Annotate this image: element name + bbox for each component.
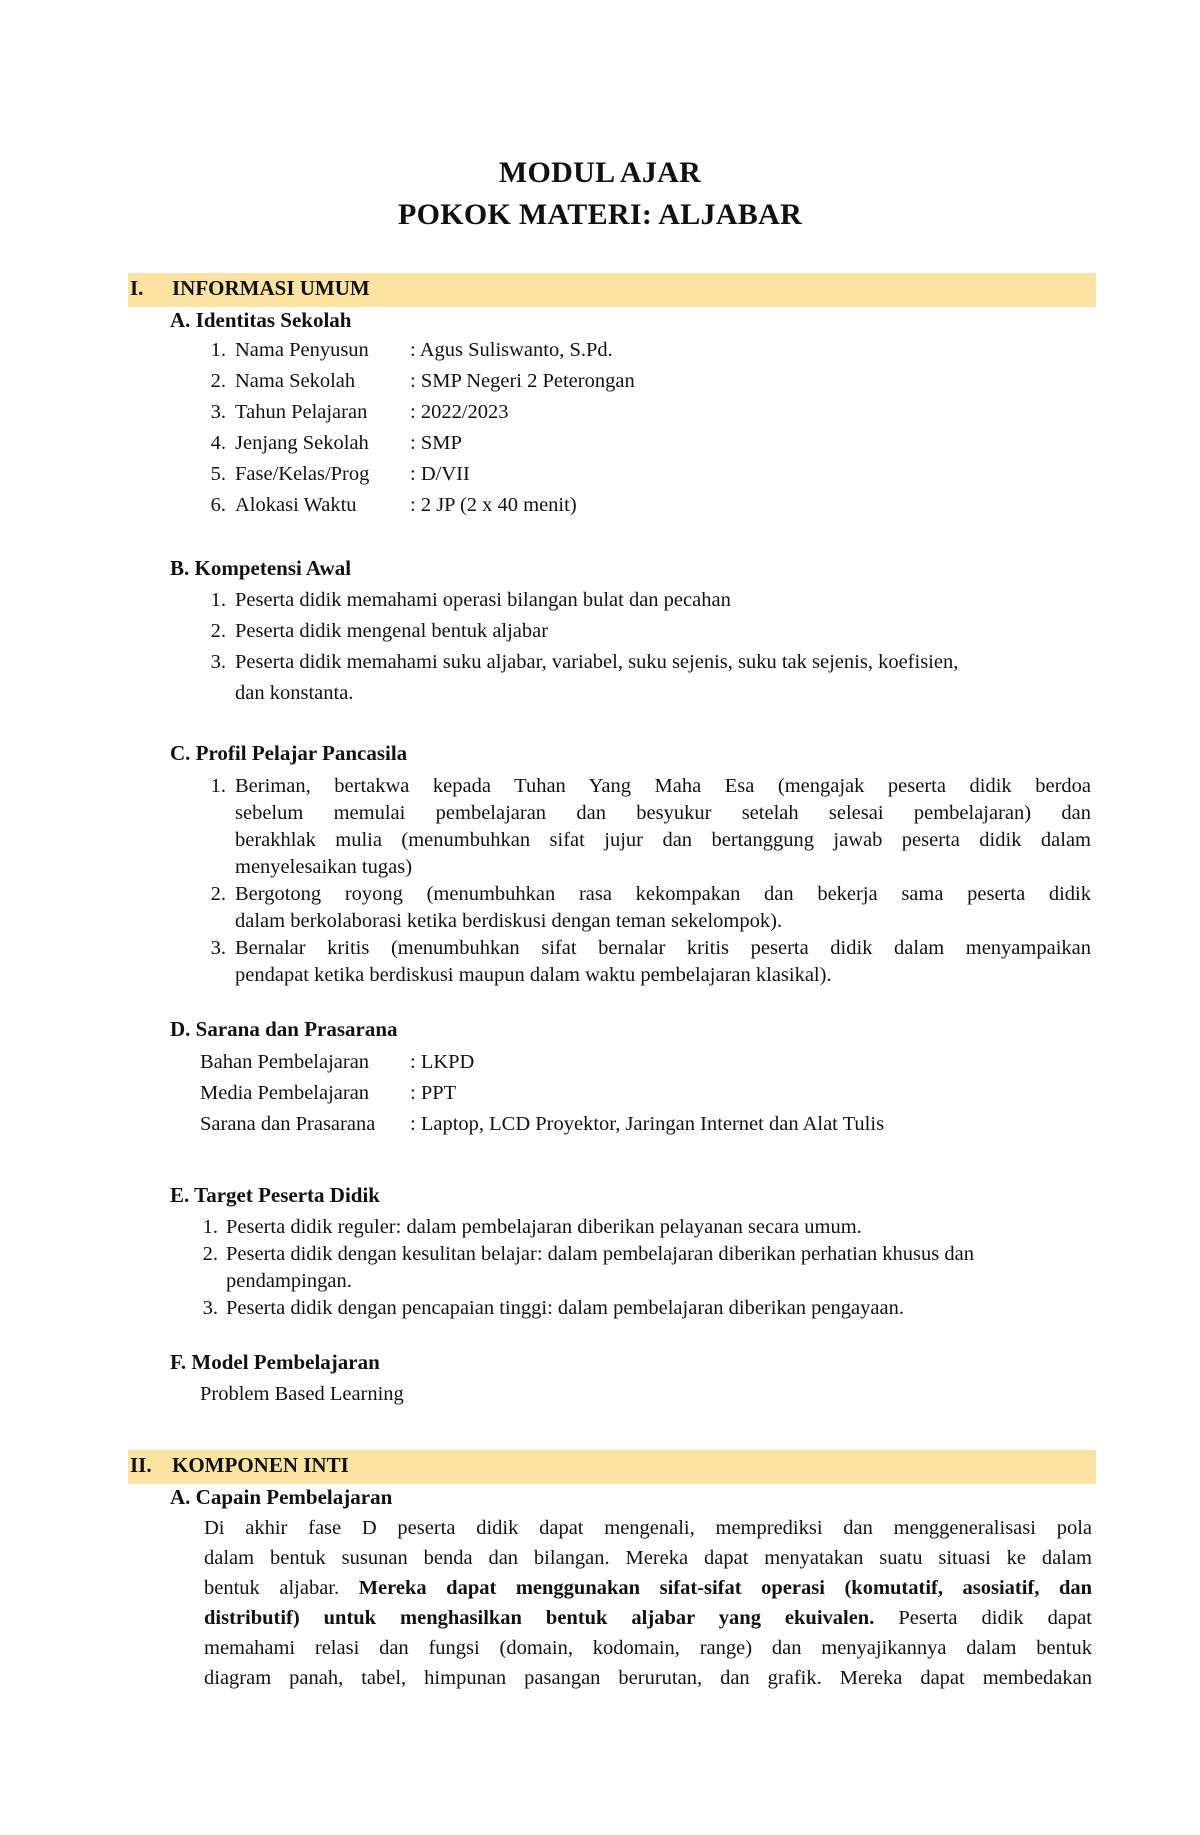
row-number: 6.: [210, 494, 226, 516]
row-label: Tahun Pelajaran: [235, 401, 368, 423]
paragraph-line: [204, 1604, 1092, 1634]
section-number: I.: [130, 276, 144, 300]
section-title: KOMPONEN INTI: [172, 1453, 349, 1477]
item-text-cont: pendampingan.: [226, 1270, 352, 1292]
row-number: 5.: [210, 463, 226, 485]
row-label: Nama Sekolah: [235, 370, 356, 392]
subsection-target-peserta: E. Target Peserta Didik: [170, 1183, 380, 1207]
subsection-identitas-sekolah: A. Identitas Sekolah: [170, 308, 352, 332]
paragraph-line: memahami relasi dan fungsi (domain, kodomain, range) dan menyajikannya dalam bentuk: [204, 1637, 1092, 1659]
list-item: [0, 649, 1200, 707]
list-item: [0, 1241, 1200, 1295]
row-value: : 2022/2023: [410, 401, 509, 423]
item-text: Peserta didik dengan pencapaian tinggi: dalam pembelajaran diberikan pengayaan.: [226, 1297, 904, 1319]
row-number: 1.: [210, 339, 226, 361]
row-value: : LKPD: [410, 1051, 475, 1073]
list-item: [0, 618, 1200, 645]
item-text-cont: menyelesaikan tugas): [235, 856, 413, 878]
doc-title: MODUL AJAR: [498, 156, 702, 189]
item-number: 1.: [202, 1216, 218, 1238]
section-number: II.: [130, 1453, 152, 1477]
text-segment-bold: Mereka dapat menggunakan sifat-sifat operasi (komutatif, asosiatif, dan: [358, 1577, 1093, 1599]
subsection-kompetensi-awal: B. Kompetensi Awal: [170, 556, 352, 580]
item-number: 1.: [210, 775, 226, 797]
paragraph-line: diagram panah, tabel, himpunan pasangan berurutan, dan grafik. Mereka dapat membedakan: [204, 1667, 1092, 1689]
row-number: 2.: [210, 370, 226, 392]
facility-row: [0, 1049, 1200, 1076]
facility-row: [0, 1111, 1200, 1138]
text-segment: Peserta didik dapat: [898, 1607, 1093, 1629]
item-text-cont: berakhlak mulia (menumbuhkan sifat jujur dan bertanggung jawab peserta didik dalam: [235, 829, 1091, 851]
item-text-cont: dan konstanta.: [235, 682, 354, 704]
item-number: 3.: [210, 937, 226, 959]
row-value: : D/VII: [410, 463, 470, 485]
identity-row: [0, 399, 1200, 426]
section-header-komponen-inti: [128, 1450, 1096, 1484]
row-label: Bahan Pembelajaran: [200, 1051, 370, 1073]
item-text: Beriman, bertakwa kepada Tuhan Yang Maha Esa (mengajak peserta didik berdoa: [235, 775, 1091, 797]
section-title: INFORMASI UMUM: [172, 276, 370, 300]
row-value: : 2 JP (2 x 40 menit): [410, 494, 577, 516]
row-value: : SMP Negeri 2 Peterongan: [410, 370, 635, 392]
item-number: 3.: [210, 651, 226, 673]
row-value: : Agus Suliswanto, S.Pd.: [410, 339, 613, 361]
list-item: [0, 587, 1200, 614]
text-segment-bold: distributif) untuk menghasilkan bentuk aljabar yang ekuivalen.: [204, 1607, 875, 1629]
row-label: Alokasi Waktu: [235, 494, 357, 516]
subsection-profil-pelajar: C. Profil Pelajar Pancasila: [170, 741, 408, 765]
text-segment: bentuk aljabar.: [204, 1577, 340, 1599]
item-text: Peserta didik reguler: dalam pembelajaran diberikan pelayanan secara umum.: [226, 1216, 862, 1238]
item-number: 2.: [210, 883, 226, 905]
row-number: 4.: [210, 432, 226, 454]
subsection-capaian-pembelajaran: A. Capain Pembelajaran: [170, 1485, 393, 1509]
item-text: Peserta didik dengan kesulitan belajar: dalam pembelajaran diberikan perhatian khusus dan: [226, 1243, 974, 1265]
item-text-cont: sebelum memulai pembelajaran dan besyukur setelah selesai pembelajaran) dan: [235, 802, 1091, 824]
item-text: Peserta didik memahami operasi bilangan bulat dan pecahan: [235, 589, 731, 611]
item-text: Bernalar kritis (menumbuhkan sifat bernalar kritis peserta didik dalam menyampaikan: [235, 937, 1091, 959]
item-text-cont: pendapat ketika berdiskusi maupun dalam waktu pembelajaran klasikal).: [235, 964, 832, 986]
item-number: 3.: [202, 1297, 218, 1319]
paragraph-line: [204, 1574, 1092, 1604]
row-label: Sarana dan Prasarana: [200, 1113, 376, 1135]
row-label: Nama Penyusun: [235, 339, 369, 361]
item-number: 2.: [202, 1243, 218, 1265]
list-item: [0, 1295, 1200, 1322]
list-item: [0, 935, 1200, 991]
identity-row: [0, 492, 1200, 519]
identity-row: [0, 430, 1200, 457]
facility-row: [0, 1080, 1200, 1107]
doc-subtitle: POKOK MATERI: ALJABAR: [397, 198, 803, 231]
row-value: : PPT: [410, 1082, 457, 1104]
list-item: [0, 881, 1200, 937]
identity-row: [0, 368, 1200, 395]
row-label: Media Pembelajaran: [200, 1082, 370, 1104]
list-item: [0, 1214, 1200, 1241]
row-number: 3.: [210, 401, 226, 423]
identity-row: [0, 461, 1200, 488]
row-value: : Laptop, LCD Proyektor, Jaringan Internet dan Alat Tulis: [410, 1113, 885, 1135]
list-item: [0, 773, 1200, 883]
row-label: Jenjang Sekolah: [235, 432, 369, 454]
identity-row: [0, 337, 1200, 364]
section-header-informasi-umum: [128, 273, 1096, 307]
item-text-cont: dalam berkolaborasi ketika berdiskusi dengan teman sekelompok).: [235, 910, 783, 932]
subsection-sarana-prasarana: D. Sarana dan Prasarana: [170, 1017, 398, 1041]
item-text: Peserta didik memahami suku aljabar, variabel, suku sejenis, suku tak sejenis, koefisien,: [235, 651, 959, 673]
row-value: : SMP: [410, 432, 462, 454]
paragraph-line: dalam bentuk susunan benda dan bilangan. Mereka dapat menyatakan suatu situasi ke dalam: [204, 1547, 1092, 1569]
row-label: Fase/Kelas/Prog: [235, 463, 370, 485]
paragraph-line: Di akhir fase D peserta didik dapat mengenali, memprediksi dan menggeneralisasi pola: [204, 1517, 1092, 1539]
subsection-model-pembelajaran: F. Model Pembelajaran: [170, 1350, 380, 1374]
item-number: 1.: [210, 589, 226, 611]
item-text: Bergotong royong (menumbuhkan rasa kekompakan dan bekerja sama peserta didik: [235, 883, 1091, 905]
item-number: 2.: [210, 620, 226, 642]
item-text: Peserta didik mengenal bentuk aljabar: [235, 620, 549, 642]
model-value: Problem Based Learning: [200, 1383, 404, 1405]
